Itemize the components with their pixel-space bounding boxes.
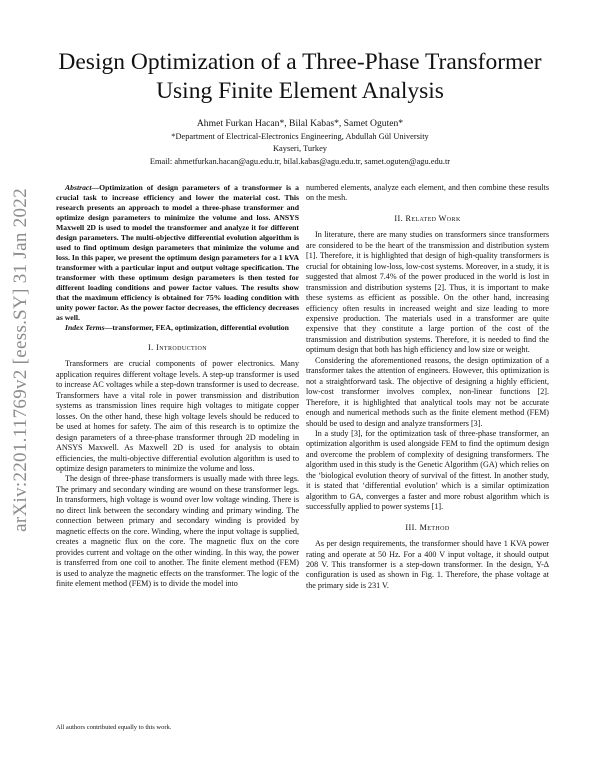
author-names: Ahmet Furkan Hacan*, Bilal Kabas*, Samet Oguten* <box>196 118 404 129</box>
intro-paragraph-1: Transformers are crucial components of power electronics. Many application requires different voltage levels. A step-up transformer is used to increase AC voltages while a step-down transformer is used to decrease. Transformers have a vital role in power transmission and distribution systems as transmission lines require high voltages to mitigate copper losses. On the other hand, these high voltage levels should be reduced to be used at homes for safety. The aim of this research is to optimize the design parameters of a three-phase transformer through 2D modeling in ANSYS Maxwell. As Maxwell 2D is used for analysis to obtain efficiencies, the multi-objective differential evolution algorithm is used to optimize design parameters to minimize the volume and loss. <box>56 359 299 473</box>
related-paragraph-3: In a study [3], for the optimization task of three-phase transformer, an optimization algorithm is used alongside FEM to find the optimum design and overcome the problem of complexity of designing transformers. The algorithm used in this study is the Genetic Algorithm (GA) which relies on the ‘biological evolution theory of survival of the fittest. In another study, it is stated that ‘differential evolution’ which is a similar optimization algorithm to GA, converges a faster and more robust algorithm which is successfully applied to power systems [1]. <box>306 428 549 512</box>
method-paragraph-1: As per design requirements, the transformer should have 1 KVA power rating and operate at 50 Hz. For a 400 V input voltage, it should output 208 V. This transformer is a step-down transformer. In the design, Y-Δ configuration is used as shown in Fig. 1. Therefore, the phase voltage at the primary side is 231 V. <box>306 539 549 590</box>
right-column <box>306 183 549 591</box>
abstract <box>56 183 299 323</box>
intro-paragraph-2: The design of three-phase transformers is usually made with three legs. The primary and secondary winding are wound on these transformer legs. In transformers, high voltage is wound over low voltage winding. There is no direct link between the secondary winding and primary winding. The connection between primary and secondary winding is provided by magnetic effects on the core. Winding, where the input voltage is supplied, creates a magnetic flux on the core. The magnetic flux on the core provides current and voltage on the other winding. In this way, the power is transferred from one coil to another. The finite element method (FEM) is used to analyze the magnetic effects on the transformer. The logic of the finite element method (FEM) is to divide the model into <box>56 474 299 588</box>
section-heading-introduction: I. Introduction <box>148 343 207 352</box>
section-heading-method: III. Method <box>405 522 450 532</box>
intro-continuation: numbered elements, analyze each element, and then combine these results on the mesh. <box>306 183 549 203</box>
affiliation: *Department of Electrical-Electronics Engineering, Abdullah Gül University <box>171 131 429 141</box>
related-paragraph-2: Considering the aforementioned reasons, the design optimization of a transformer takes the attention of engineers. However, this optimization is not a straightforward task. The objective of designing a highly efficient, low-cost transformer involves complex, non-linear functions [2]. Therefore, it is highlighted that analytical tools may not be accurate enough and numerical methods such as the finite element method (FEM) should be used to design and analyze transformers [3]. <box>306 355 549 428</box>
abstract-text: Optimization of design parameters of a transformer is a crucial task to increase efficiency and lower the material cost. This research presents an approach to model a three-phase transformer and optimize design parameters to minimize the volume and loss. ANSYS Maxwell 2D is used to model the transformer and analyze it for different design parameters. The multi-objective differential evolution algorithm is used to find optimum design parameters that minimize the volume and loss. In this paper, we present the optimum design parameters for a 1 kVA transformer with a particular input and output voltage specification. The transformer with these optimum design parameters is then tested for different loading conditions and power factor values. The results show that the maximum efficiency is obtained for 75% loading condition with unity power factor. As the power factor decreases, the efficiency decreases as well. <box>56 183 299 322</box>
title-line-2: Using Finite Element Analysis <box>156 78 444 104</box>
arxiv-id-text: arXiv:2201.11769v2 [eess.SY] 31 Jan 2022 <box>10 188 32 532</box>
index-terms-text: —transformer, FEA, optimization, differential evolution <box>104 323 289 332</box>
section-heading-related-work: II. Related Work <box>394 213 461 223</box>
paper-title <box>40 48 560 106</box>
footnote: All authors contributed equally to this work. <box>56 724 172 731</box>
related-paragraph-1: In literature, there are many studies on transformers since transformers are considered to be the heart of the transmission and distribution system [1]. Therefore, it is highlighted that design of high-quality transformers is crucial for obtaining low-loss, low-cost systems. Moreover, in a study, it is suggested that almost 7.4% of the power produced in the world is lost in transmission and distribution systems [2]. Thus, it is important to make these systems as efficient as possible. On the other hand, increasing efficiency often results in increased weight and size leading to more expensive production. The materials used in a transformer are quite expensive that they constitute a large portion of the cost of the transmission and distribution systems. Therefore, it is needed to find the optimum design that both has high efficiency and low size or weight. <box>306 230 549 355</box>
location: Kayseri, Turkey <box>273 144 327 153</box>
index-terms <box>56 323 299 333</box>
title-line-1: Design Optimization of a Three-Phase Transformer <box>58 49 542 75</box>
author-block <box>40 118 560 168</box>
email-line: Email: ahmetfurkan.hacan@agu.edu.tr, bilal.kabas@agu.edu.tr, samet.oguten@agu.edu.tr <box>149 156 451 166</box>
index-terms-label: Index Terms <box>65 323 105 332</box>
left-column <box>56 183 299 589</box>
abstract-label: Abstract— <box>65 183 100 192</box>
arxiv-identifier-stamp <box>6 160 36 560</box>
